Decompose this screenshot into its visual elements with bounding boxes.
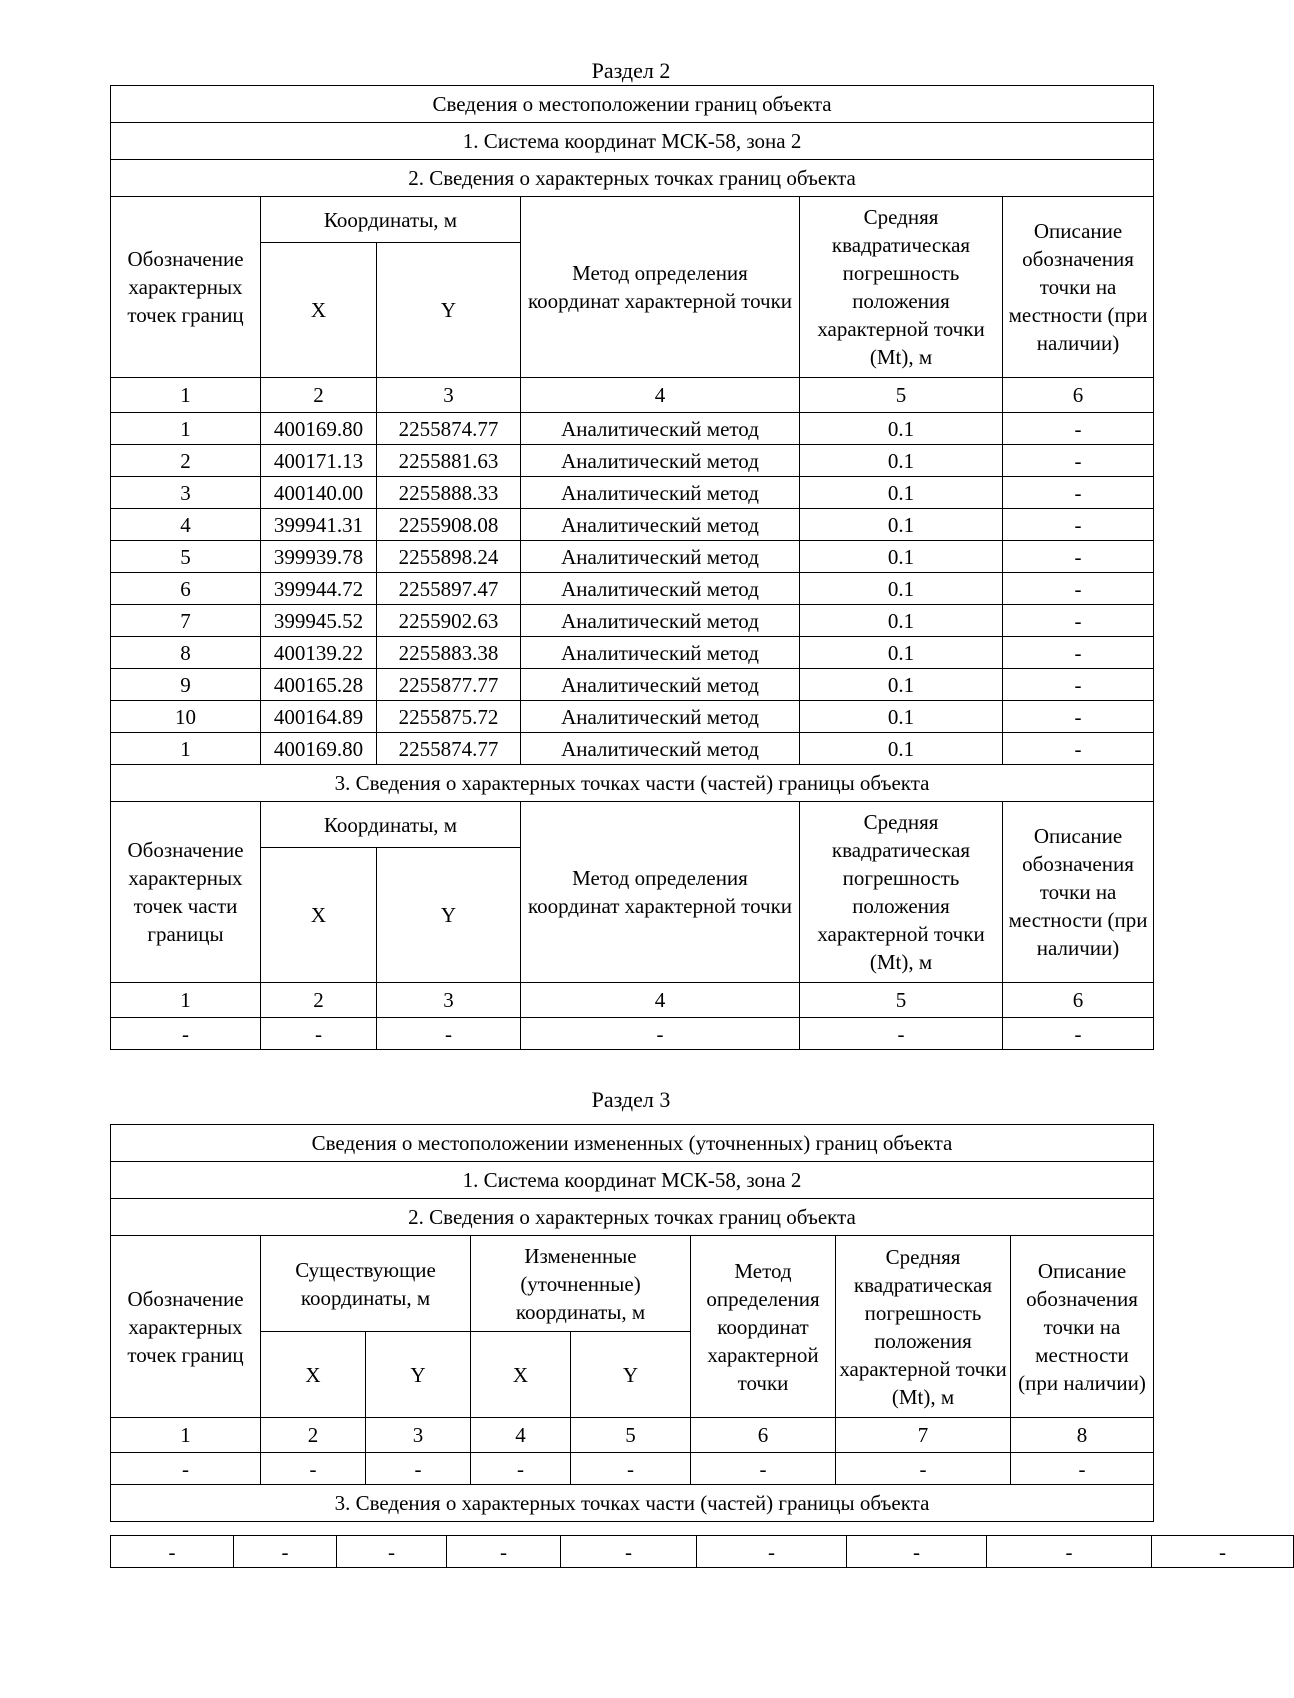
point-error-cell: 0.1 bbox=[800, 701, 1003, 733]
point-description-cell: - bbox=[1003, 701, 1154, 733]
s2-colnum: 4 bbox=[521, 378, 800, 413]
point-x-cell: 400164.89 bbox=[261, 701, 377, 733]
s3-header-existing-y: Y bbox=[366, 1332, 471, 1418]
point-method-cell: Аналитический метод bbox=[521, 477, 800, 509]
table-row bbox=[111, 605, 1154, 637]
s3-colnum: 4 bbox=[471, 1418, 571, 1453]
point-y-cell: 2255881.63 bbox=[377, 445, 521, 477]
s3-part-empty-cell: - bbox=[234, 1536, 337, 1568]
point-method-cell: Аналитический метод bbox=[521, 669, 800, 701]
s3-coordinate-system: 1. Система координат МСК-58, зона 2 bbox=[111, 1162, 1154, 1199]
s2-colnum: 3 bbox=[377, 378, 521, 413]
s2-points-body bbox=[111, 413, 1154, 765]
s2-part-empty-cell: - bbox=[521, 1018, 800, 1050]
point-y-cell: 2255874.77 bbox=[377, 413, 521, 445]
s3-subheading-points: 2. Сведения о характерных точках границ объекта bbox=[111, 1199, 1154, 1236]
point-method-cell: Аналитический метод bbox=[521, 509, 800, 541]
s3-empty-cell: - bbox=[471, 1453, 571, 1485]
s3-part-empty-cell: - bbox=[111, 1536, 234, 1568]
s2-part-colnum: 3 bbox=[377, 983, 521, 1018]
point-error-cell: 0.1 bbox=[800, 541, 1003, 573]
point-x-cell: 400165.28 bbox=[261, 669, 377, 701]
point-x-cell: 400169.80 bbox=[261, 413, 377, 445]
point-error-cell: 0.1 bbox=[800, 733, 1003, 765]
point-description-cell: - bbox=[1003, 445, 1154, 477]
point-point-number-cell: 4 bbox=[111, 509, 261, 541]
s3-colnum: 6 bbox=[691, 1418, 836, 1453]
s2-part-colnum: 2 bbox=[261, 983, 377, 1018]
s2-part-empty-cell: - bbox=[261, 1018, 377, 1050]
point-y-cell: 2255897.47 bbox=[377, 573, 521, 605]
s3-title: Сведения о местоположении измененных (уточненных) границ объекта bbox=[111, 1125, 1154, 1162]
s2-header-designation: Обозначение характерных точек границ bbox=[111, 197, 261, 378]
s3-colnum: 2 bbox=[261, 1418, 366, 1453]
point-point-number-cell: 2 bbox=[111, 445, 261, 477]
s3-part-empty-cell: - bbox=[697, 1536, 847, 1568]
point-x-cell: 399944.72 bbox=[261, 573, 377, 605]
s2-subheading-points: 2. Сведения о характерных точках границ объекта bbox=[111, 160, 1154, 197]
s2-part-empty-cell: - bbox=[111, 1018, 261, 1050]
s2-header-error: Средняя квадратическая погрешность положения характерной точки (Mt), м bbox=[800, 197, 1003, 378]
point-description-cell: - bbox=[1003, 541, 1154, 573]
point-description-cell: - bbox=[1003, 477, 1154, 509]
point-method-cell: Аналитический метод bbox=[521, 637, 800, 669]
s3-empty-cell: - bbox=[571, 1453, 691, 1485]
s2-header-coordinates: Координаты, м bbox=[261, 197, 521, 243]
s3-header-method: Метод определения координат характерной точки bbox=[691, 1236, 836, 1418]
point-point-number-cell: 6 bbox=[111, 573, 261, 605]
s2-part-colnum: 4 bbox=[521, 983, 800, 1018]
table-row bbox=[111, 733, 1154, 765]
s3-header-changed-coordinates: Измененные (уточненные) координаты, м bbox=[471, 1236, 691, 1332]
point-method-cell: Аналитический метод bbox=[521, 733, 800, 765]
point-error-cell: 0.1 bbox=[800, 509, 1003, 541]
s2-part-header-method: Метод определения координат характерной точки bbox=[521, 802, 800, 983]
point-method-cell: Аналитический метод bbox=[521, 573, 800, 605]
point-y-cell: 2255883.38 bbox=[377, 637, 521, 669]
s3-subheading-parts: 3. Сведения о характерных точках части (частей) границы объекта bbox=[111, 1485, 1154, 1522]
point-error-cell: 0.1 bbox=[800, 669, 1003, 701]
point-method-cell: Аналитический метод bbox=[521, 605, 800, 637]
table-row bbox=[111, 541, 1154, 573]
s2-header-method: Метод определения координат характерной точки bbox=[521, 197, 800, 378]
s3-colnum: 5 bbox=[571, 1418, 691, 1453]
s2-colnum: 2 bbox=[261, 378, 377, 413]
section-3-table bbox=[110, 1124, 1154, 1522]
point-error-cell: 0.1 bbox=[800, 413, 1003, 445]
table-row bbox=[111, 413, 1154, 445]
s2-title: Сведения о местоположении границ объекта bbox=[111, 86, 1154, 123]
s3-header-description: Описание обозначения точки на местности (при наличии) bbox=[1011, 1236, 1154, 1418]
point-error-cell: 0.1 bbox=[800, 637, 1003, 669]
s2-part-empty-cell: - bbox=[800, 1018, 1003, 1050]
point-method-cell: Аналитический метод bbox=[521, 445, 800, 477]
point-x-cell: 399945.52 bbox=[261, 605, 377, 637]
s2-part-header-x: X bbox=[261, 848, 377, 983]
point-y-cell: 2255898.24 bbox=[377, 541, 521, 573]
point-y-cell: 2255875.72 bbox=[377, 701, 521, 733]
point-point-number-cell: 7 bbox=[111, 605, 261, 637]
point-description-cell: - bbox=[1003, 669, 1154, 701]
s2-header-description: Описание обозначения точки на местности (при наличии) bbox=[1003, 197, 1154, 378]
s2-part-header-y: Y bbox=[377, 848, 521, 983]
s3-empty-cell: - bbox=[836, 1453, 1011, 1485]
s2-part-colnum: 6 bbox=[1003, 983, 1154, 1018]
point-y-cell: 2255902.63 bbox=[377, 605, 521, 637]
point-point-number-cell: 5 bbox=[111, 541, 261, 573]
section-3-parts-table bbox=[110, 1535, 1294, 1568]
s2-part-colnum: 5 bbox=[800, 983, 1003, 1018]
s3-part-empty-cell: - bbox=[1152, 1536, 1294, 1568]
point-method-cell: Аналитический метод bbox=[521, 413, 800, 445]
point-point-number-cell: 1 bbox=[111, 413, 261, 445]
s3-part-empty-cell: - bbox=[337, 1536, 447, 1568]
point-description-cell: - bbox=[1003, 605, 1154, 637]
s3-colnum: 8 bbox=[1011, 1418, 1154, 1453]
point-point-number-cell: 1 bbox=[111, 733, 261, 765]
s2-coordinate-system: 1. Система координат МСК-58, зона 2 bbox=[111, 123, 1154, 160]
point-point-number-cell: 8 bbox=[111, 637, 261, 669]
s2-colnum: 5 bbox=[800, 378, 1003, 413]
point-method-cell: Аналитический метод bbox=[521, 701, 800, 733]
s3-colnum: 7 bbox=[836, 1418, 1011, 1453]
point-method-cell: Аналитический метод bbox=[521, 541, 800, 573]
point-y-cell: 2255888.33 bbox=[377, 477, 521, 509]
s2-colnum: 1 bbox=[111, 378, 261, 413]
point-y-cell: 2255877.77 bbox=[377, 669, 521, 701]
table-row bbox=[111, 573, 1154, 605]
s3-part-empty-cell: - bbox=[987, 1536, 1152, 1568]
s2-header-x: X bbox=[261, 243, 377, 378]
point-x-cell: 399939.78 bbox=[261, 541, 377, 573]
s2-part-header-description: Описание обозначения точки на местности (при наличии) bbox=[1003, 802, 1154, 983]
s3-header-changed-x: X bbox=[471, 1332, 571, 1418]
s3-header-existing-x: X bbox=[261, 1332, 366, 1418]
s3-empty-cell: - bbox=[366, 1453, 471, 1485]
point-x-cell: 400140.00 bbox=[261, 477, 377, 509]
point-error-cell: 0.1 bbox=[800, 573, 1003, 605]
point-point-number-cell: 3 bbox=[111, 477, 261, 509]
s2-colnum: 6 bbox=[1003, 378, 1154, 413]
s3-empty-cell: - bbox=[261, 1453, 366, 1485]
s3-part-empty-cell: - bbox=[847, 1536, 987, 1568]
s3-colnum: 3 bbox=[366, 1418, 471, 1453]
table-row bbox=[111, 445, 1154, 477]
table-row bbox=[111, 669, 1154, 701]
s3-header-error: Средняя квадратическая погрешность положения характерной точки (Mt), м bbox=[836, 1236, 1011, 1418]
s3-part-empty-cell: - bbox=[561, 1536, 697, 1568]
point-description-cell: - bbox=[1003, 509, 1154, 541]
s3-empty-cell: - bbox=[691, 1453, 836, 1485]
s2-part-header-designation: Обозначение характерных точек части границы bbox=[111, 802, 261, 983]
point-description-cell: - bbox=[1003, 573, 1154, 605]
point-x-cell: 400169.80 bbox=[261, 733, 377, 765]
point-error-cell: 0.1 bbox=[800, 445, 1003, 477]
point-x-cell: 400171.13 bbox=[261, 445, 377, 477]
point-point-number-cell: 9 bbox=[111, 669, 261, 701]
s3-empty-cell: - bbox=[1011, 1453, 1154, 1485]
s3-colnum: 1 bbox=[111, 1418, 261, 1453]
s3-part-empty-cell: - bbox=[447, 1536, 561, 1568]
s3-header-changed-y: Y bbox=[571, 1332, 691, 1418]
s2-part-header-coordinates: Координаты, м bbox=[261, 802, 521, 848]
point-y-cell: 2255874.77 bbox=[377, 733, 521, 765]
table-row bbox=[111, 701, 1154, 733]
point-description-cell: - bbox=[1003, 733, 1154, 765]
point-description-cell: - bbox=[1003, 413, 1154, 445]
point-x-cell: 400139.22 bbox=[261, 637, 377, 669]
section-2-title: Раздел 2 bbox=[591, 58, 671, 83]
table-row bbox=[111, 477, 1154, 509]
s3-header-designation: Обозначение характерных точек границ bbox=[111, 1236, 261, 1418]
s2-header-y: Y bbox=[377, 243, 521, 378]
table-row bbox=[111, 509, 1154, 541]
s2-part-empty-cell: - bbox=[377, 1018, 521, 1050]
point-error-cell: 0.1 bbox=[800, 477, 1003, 509]
point-point-number-cell: 10 bbox=[111, 701, 261, 733]
point-y-cell: 2255908.08 bbox=[377, 509, 521, 541]
s2-part-colnum: 1 bbox=[111, 983, 261, 1018]
section-2-table bbox=[110, 85, 1154, 1050]
point-error-cell: 0.1 bbox=[800, 605, 1003, 637]
section-3-title: Раздел 3 bbox=[591, 1087, 671, 1112]
table-row bbox=[111, 637, 1154, 669]
s3-header-existing-coordinates: Существующие координаты, м bbox=[261, 1236, 471, 1332]
s2-part-header-error: Средняя квадратическая погрешность положения характерной точки (Mt), м bbox=[800, 802, 1003, 983]
point-x-cell: 399941.31 bbox=[261, 509, 377, 541]
s2-subheading-parts: 3. Сведения о характерных точках части (частей) границы объекта bbox=[111, 765, 1154, 802]
s3-empty-cell: - bbox=[111, 1453, 261, 1485]
point-description-cell: - bbox=[1003, 637, 1154, 669]
s2-part-empty-cell: - bbox=[1003, 1018, 1154, 1050]
